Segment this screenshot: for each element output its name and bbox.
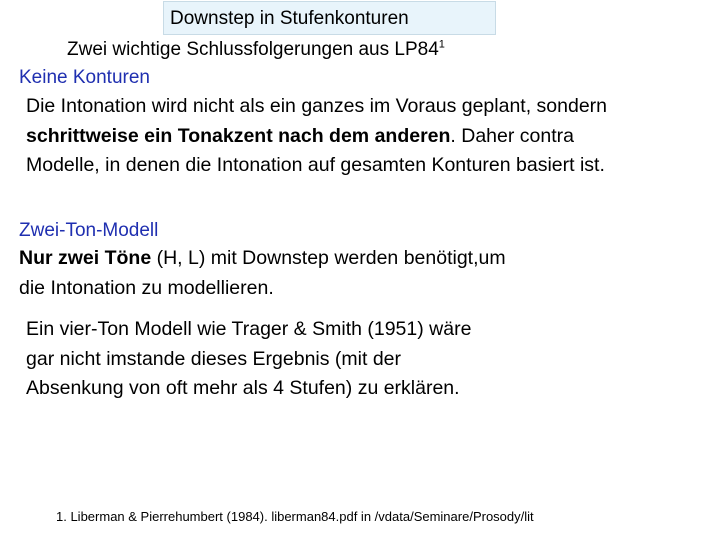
text-line: gar nicht imstande dieses Ergebnis (mit der (26, 347, 402, 370)
slide-title: Downstep in Stufenkonturen (163, 1, 496, 35)
line-text: Modelle, in denen die Intonation auf gesamten Konturen basiert ist. (26, 154, 605, 176)
subtitle-text: Zwei wichtige Schlussfolgerungen aus LP84 (67, 39, 439, 60)
text-line (26, 122, 607, 152)
text-line (19, 274, 506, 304)
text-line (19, 244, 506, 274)
text-line (26, 151, 607, 181)
line-text: (H, L) mit Downstep werden benötigt,um (151, 247, 506, 269)
slide-subtitle (67, 38, 445, 62)
footnote: 1. Liberman & Pierrehumbert (1984). liberman84.pdf in /vdata/Seminare/Prosody/lit (56, 509, 534, 524)
section-heading-keine-konturen: Keine Konturen (19, 67, 150, 88)
line-text: die Intonation zu modellieren. (19, 276, 274, 299)
line-bold-text: Nur zwei Töne (19, 247, 152, 269)
line-text: . Daher contra (450, 124, 574, 147)
line-text: Die Intonation wird nicht als ein ganzes im Voraus geplant, sondern (26, 95, 608, 117)
paragraph-keine-konturen (26, 92, 607, 181)
footnote-marker: 1 (438, 38, 445, 51)
section-heading-zwei-ton-modell: Zwei-Ton-Modell (19, 220, 159, 241)
text-line (26, 92, 607, 122)
text-line: Ein vier-Ton Modell wie Trager & Smith (1951) wäre (26, 318, 472, 340)
text-line: Absenkung von oft mehr als 4 Stufen) zu erklären. (26, 377, 460, 399)
paragraph-zwei-ton-modell (19, 244, 506, 303)
line-bold-text: schrittweise ein Tonakzent nach dem anderen (26, 124, 451, 147)
paragraph-vier-ton-modell (26, 315, 471, 404)
